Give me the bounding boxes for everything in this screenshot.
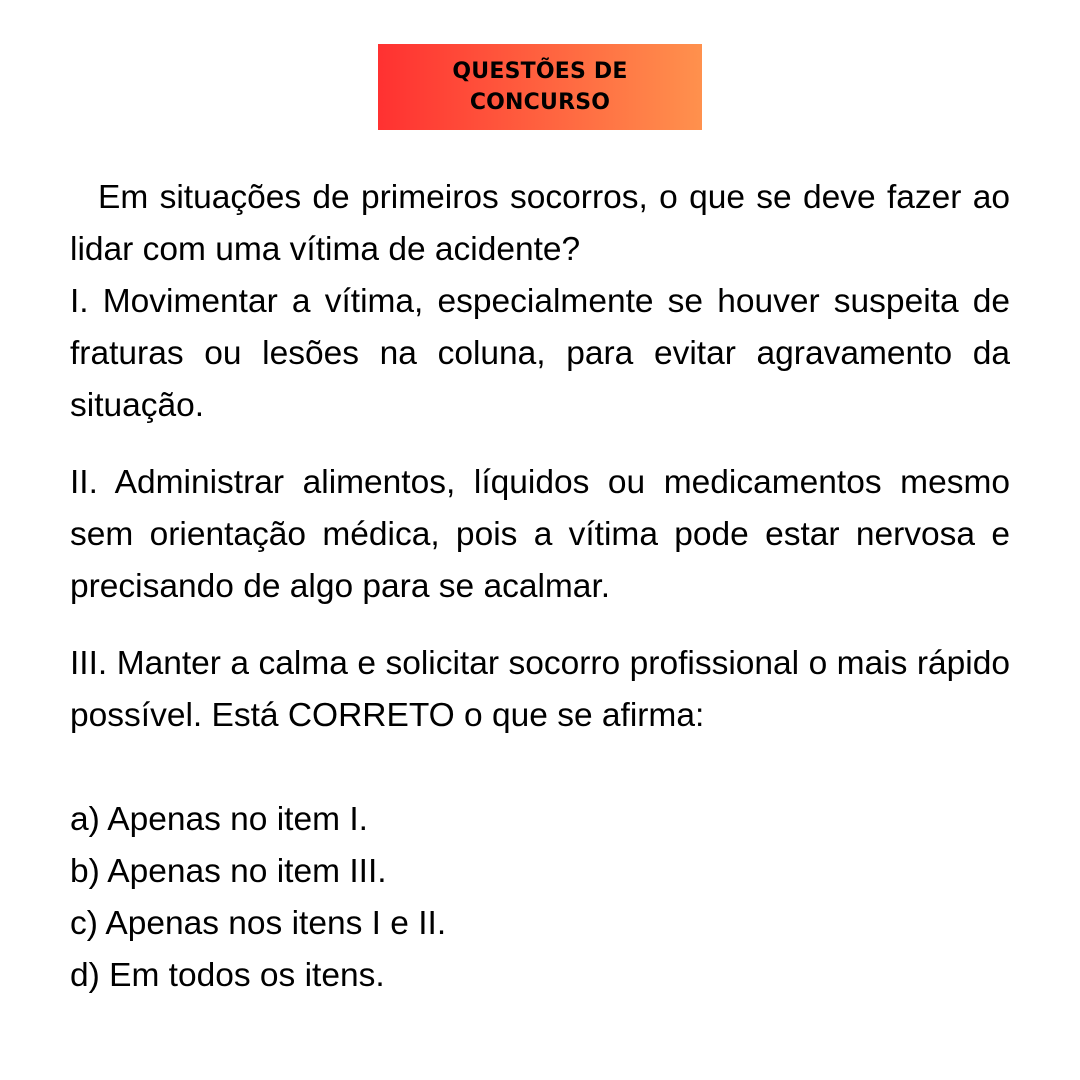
question-stem: Em situações de primeiros socorros, o que se deve fazer ao lidar com uma vítima de acidente? xyxy=(70,179,1010,268)
question-body xyxy=(70,172,1010,1036)
option-d: d) Em todos os itens. xyxy=(70,957,385,994)
statement-i: I. Movimentar a vítima, especialmente se houver suspeita de fraturas ou lesões na coluna, para evitar agravamento da situação. xyxy=(70,283,1010,424)
option-b: b) Apenas no item III. xyxy=(70,853,387,890)
statement-ii: II. Administrar alimentos, líquidos ou medicamentos mesmo sem orientação médica, pois a vítima pode estar nervosa e precisando de algo para se acalmar. xyxy=(70,464,1010,605)
option-c: c) Apenas nos itens I e II. xyxy=(70,905,447,942)
option-a: a) Apenas no item I. xyxy=(70,801,368,838)
answer-options xyxy=(70,794,1010,1002)
title-banner xyxy=(378,44,702,130)
banner-title: QUESTÕES DE CONCURSO xyxy=(452,59,628,115)
statement-iii: III. Manter a calma e solicitar socorro profissional o mais rápido possível. Está CORRETO o que se afirma: xyxy=(70,645,1010,734)
